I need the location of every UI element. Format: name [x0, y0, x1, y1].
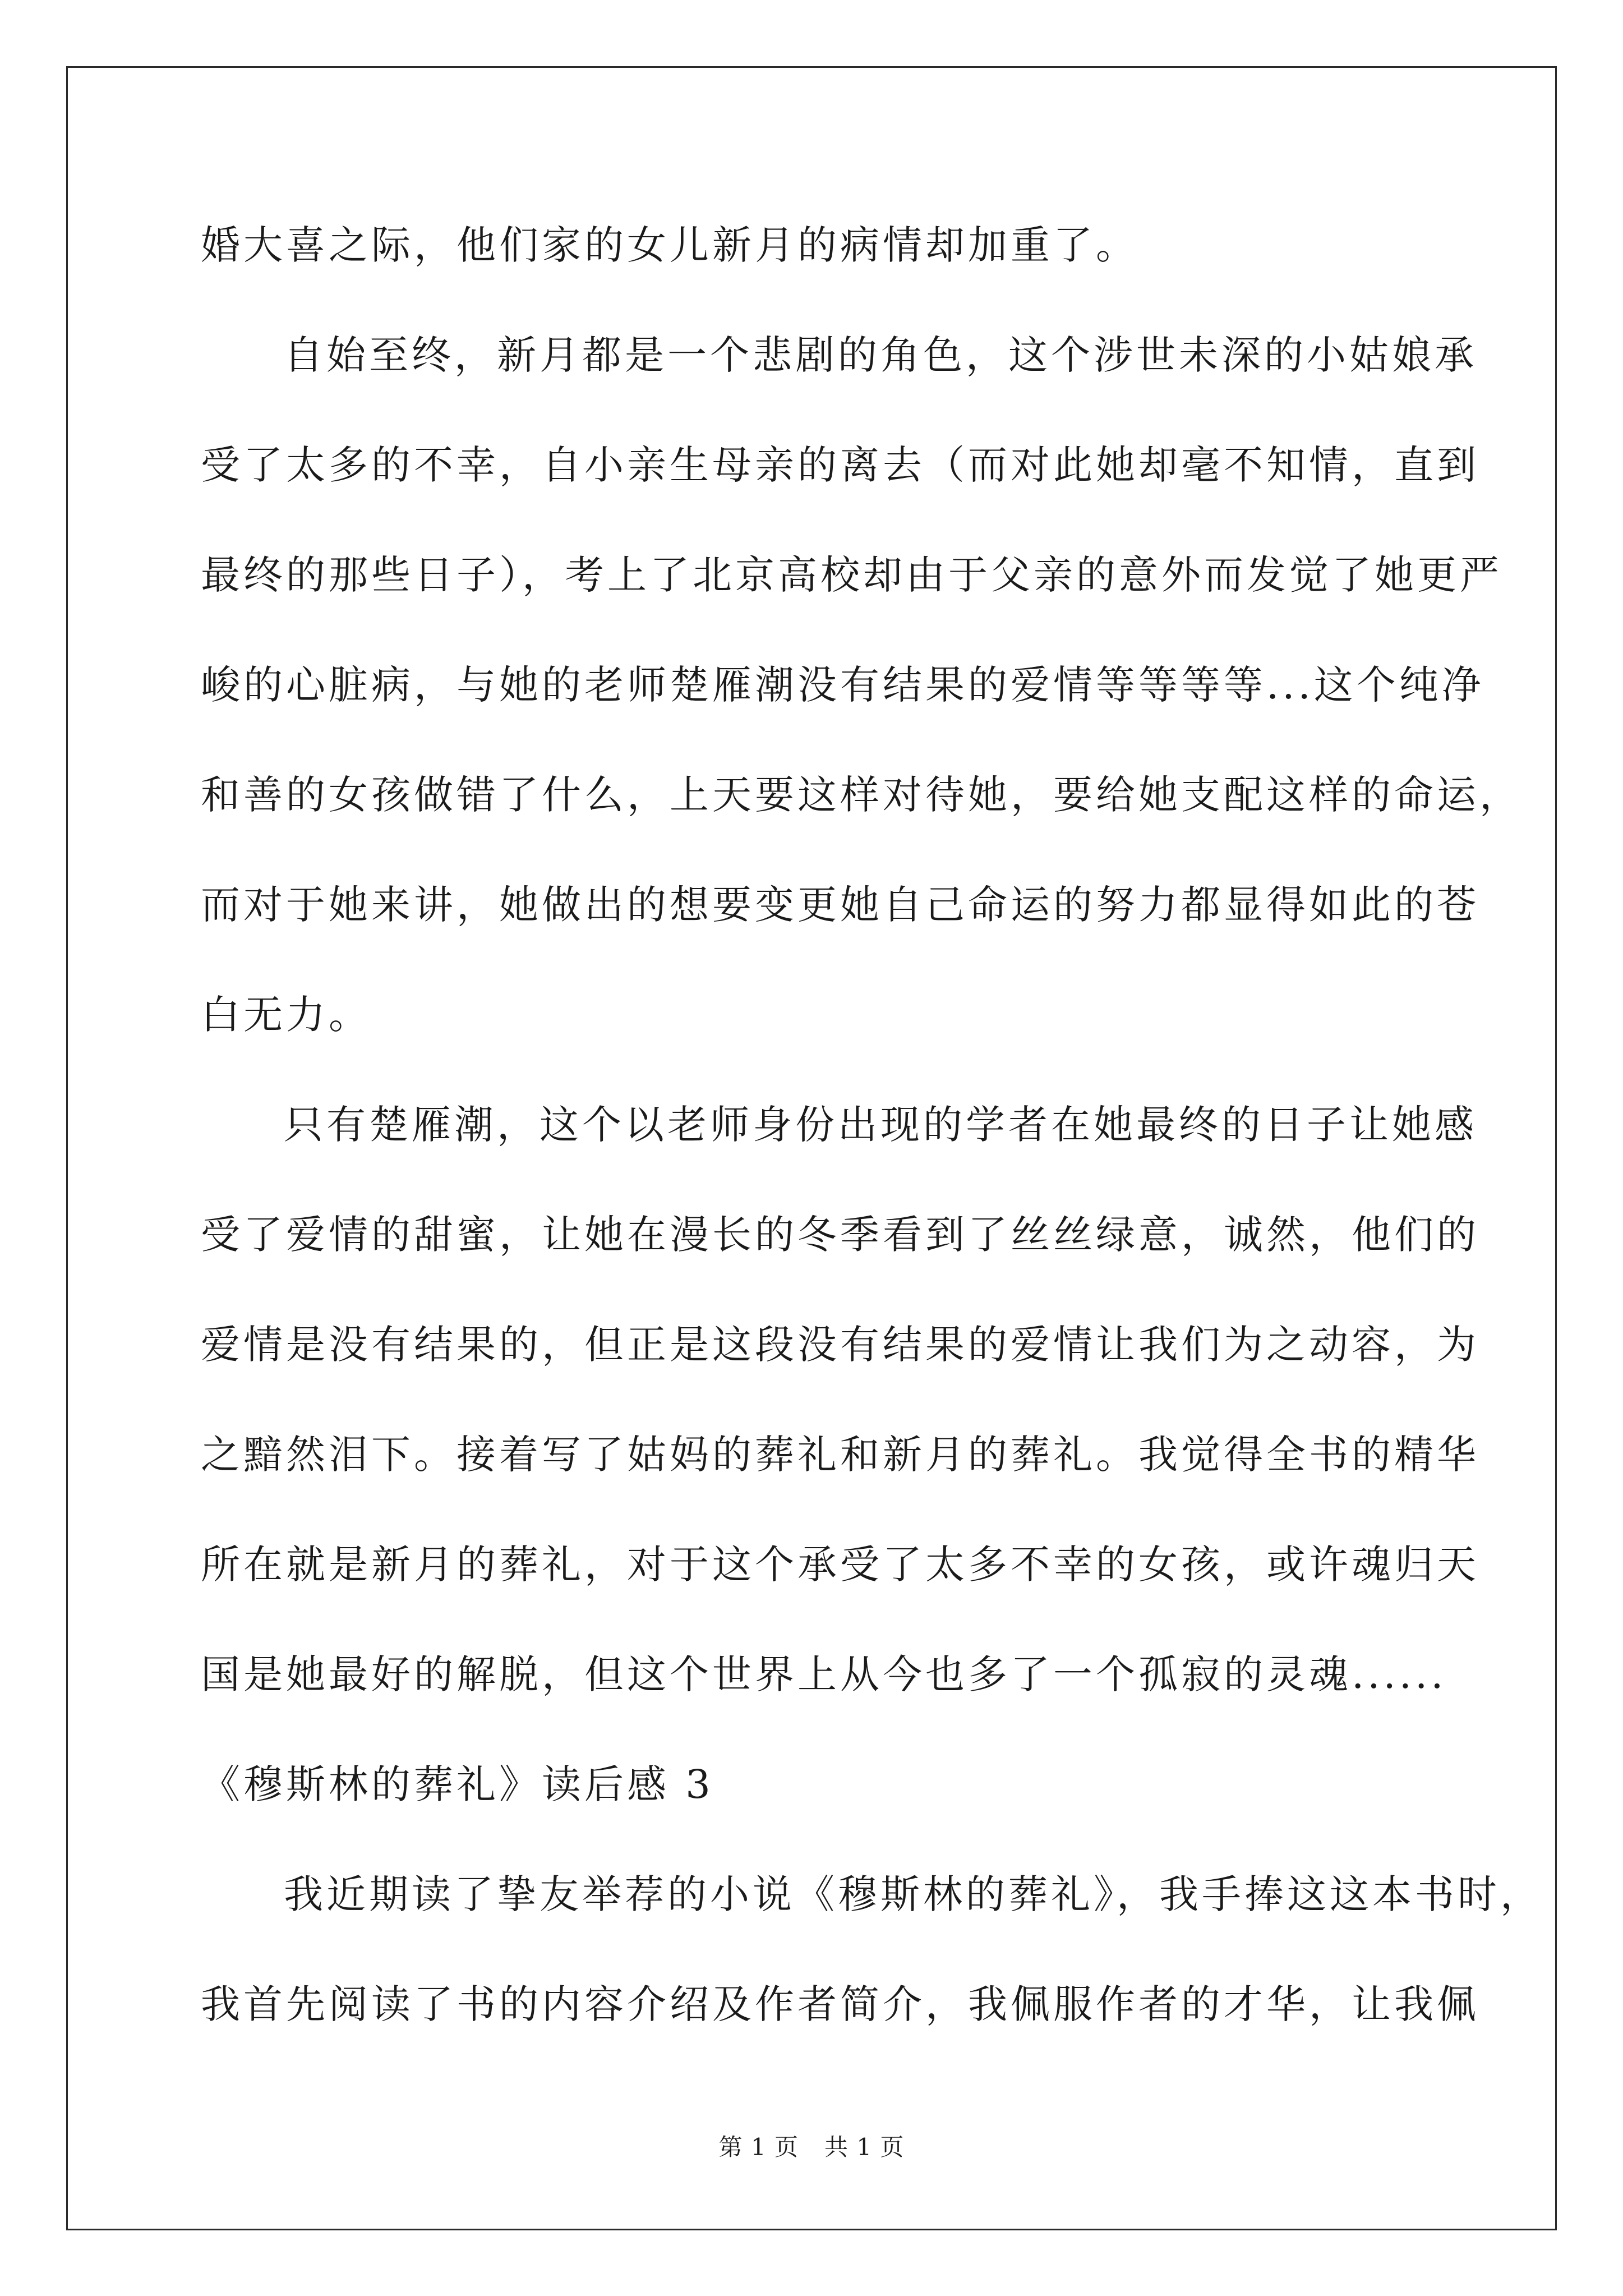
text-line: 婚大喜之际，他们家的女儿新月的病情却加重了。: [201, 222, 1138, 268]
text-line: 受了爱情的甜蜜，让她在漫长的冬季看到了丝丝绿意，诚然，他们的: [201, 1212, 1479, 1258]
text-line: 所在就是新月的葬礼，对于这个承受了太多不幸的女孩，或许魂归天: [201, 1542, 1479, 1588]
text-line: 和善的女孩做错了什么，上天要这样对待她，要给她支配这样的命运，: [201, 772, 1522, 818]
section-heading: 《穆斯林的葬礼》读后感 3: [201, 1761, 714, 1807]
text-line: 我近期读了挚友举荐的小说《穆斯林的葬礼》，我手捧这这本书时，: [284, 1871, 1543, 1917]
text-line: 受了太多的不幸，自小亲生母亲的离去（而对此她却毫不知情，直到: [201, 442, 1479, 488]
text-line: 只有楚雁潮，这个以老师身份出现的学者在她最终的日子让她感: [284, 1102, 1477, 1148]
page-footer: [0, 2131, 1623, 2164]
text-line: 峻的心脏病，与她的老师楚雁潮没有结果的爱情等等等等...这个纯净: [201, 662, 1484, 708]
text-line: 我首先阅读了书的内容介绍及作者简介，我佩服作者的才华，让我佩: [201, 1981, 1479, 2027]
text-line: 爱情是没有结果的，但正是这段没有结果的爱情让我们为之动容，为: [201, 1322, 1479, 1368]
document-body: [201, 214, 1543, 2083]
text-line: 之黯然泪下。接着写了姑妈的葬礼和新月的葬礼。我觉得全书的精华: [201, 1432, 1479, 1478]
page-total: 共 1 页: [824, 2133, 905, 2161]
text-line: 国是她最好的解脱，但这个世界上从今也多了一个孤寂的灵魂......: [201, 1651, 1447, 1697]
text-line: 而对于她来讲，她做出的想要变更她自己命运的努力都显得如此的苍: [201, 882, 1479, 928]
page-number: 第 1 页: [718, 2133, 799, 2161]
text-line: 自始至终，新月都是一个悲剧的角色，这个涉世未深的小姑娘承: [284, 332, 1477, 378]
text-line: 白无力。: [201, 992, 371, 1038]
text-line: 最终的那些日子），考上了北京高校却由于父亲的意外而发觉了她更严: [201, 552, 1502, 598]
